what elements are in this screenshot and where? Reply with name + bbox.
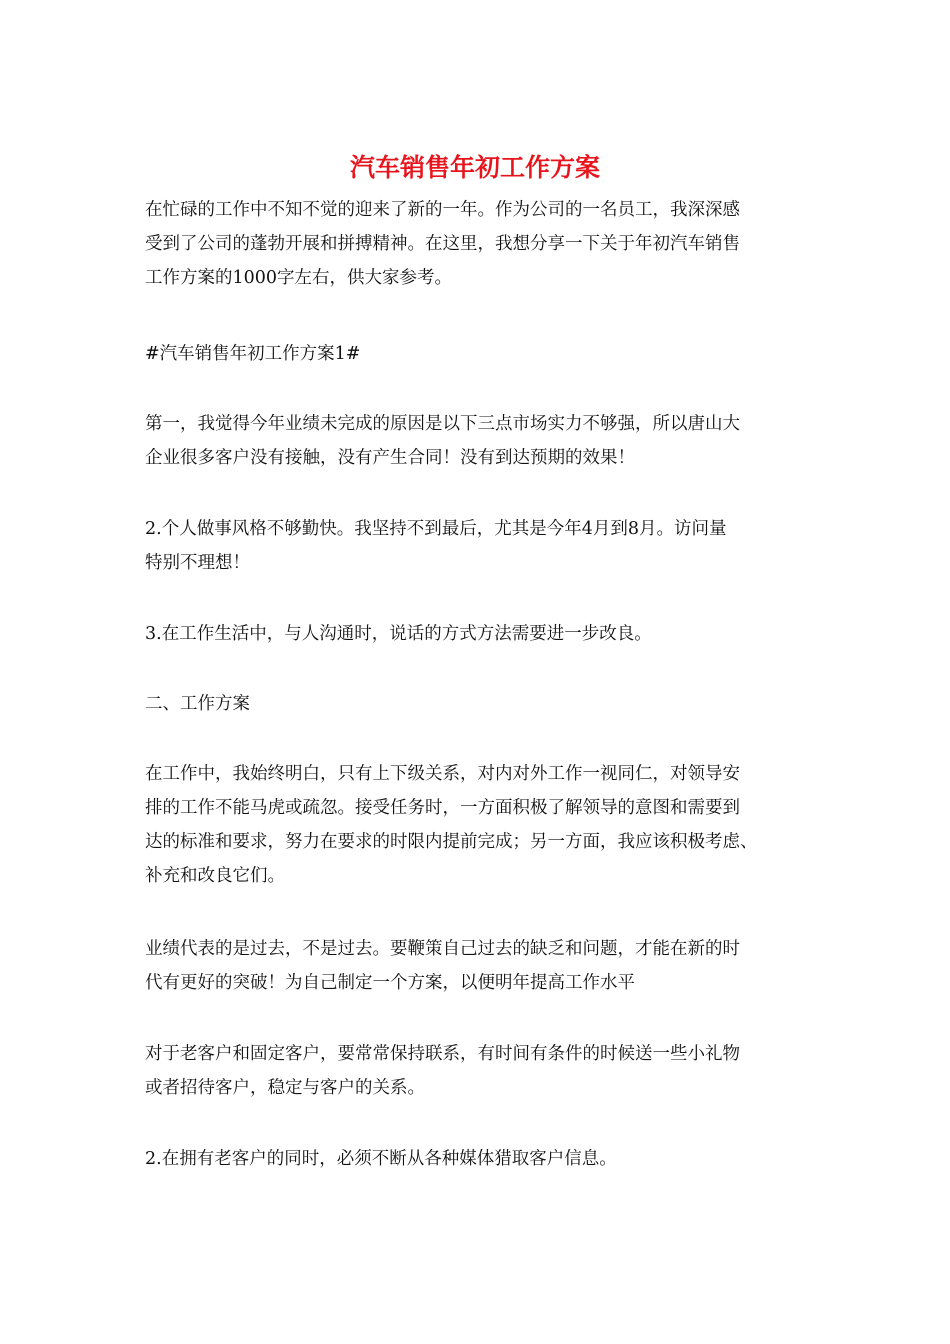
paragraph-point-3: 3.在工作生活中，与人沟通时，说话的方式方法需要进一步改良。 <box>145 624 652 644</box>
paragraph-work-attitude: 在工作中，我始终明白，只有上下级关系，对内对外工作一视同仁，对领导安 排的工作不能马虎或疏忽。接受任务时，一方面积极了解领导的意图和需要到 达的标准和要求，努力在要求的时限内提前完成；另一方面，我应该积极考虑、 补充和改良它们。 <box>145 764 758 886</box>
paragraph-performance: 业绩代表的是过去，不是过去。要鞭策自己过去的缺乏和问题，才能在新的时 代有更好的突破！为自己制定一个方案，以便明年提高工作水平 <box>145 939 740 993</box>
paragraph-point-2: 2.个人做事风格不够勤快。我坚持不到最后，尤其是今年4月到8月。访问量 特别不理想！ <box>145 519 727 573</box>
paragraph-intro: 在忙碌的工作中不知不觉的迎来了新的一年。作为公司的一名员工，我深深感 受到了公司的蓬勃开展和拼搏精神。在这里，我想分享一下关于年初汽车销售 工作方案的1000字左右，供大家参考。 <box>145 200 740 288</box>
document-title: 汽车销售年初工作方案 <box>349 153 600 182</box>
paragraph-new-customers: 2.在拥有老客户的同时，必须不断从各种媒体猎取客户信息。 <box>145 1149 617 1169</box>
paragraph-point-1: 第一，我觉得今年业绩未完成的原因是以下三点市场实力不够强，所以唐山大 企业很多客户没有接触，没有产生合同！没有到达预期的效果！ <box>145 414 740 468</box>
paragraph-section-heading: #汽车销售年初工作方案1# <box>145 344 361 364</box>
paragraph-work-plan-heading: 二、工作方案 <box>145 694 250 714</box>
paragraph-old-customers: 对于老客户和固定客户，要常常保持联系，有时间有条件的时候送一些小礼物 或者招待客户，稳定与客户的关系。 <box>145 1044 740 1098</box>
